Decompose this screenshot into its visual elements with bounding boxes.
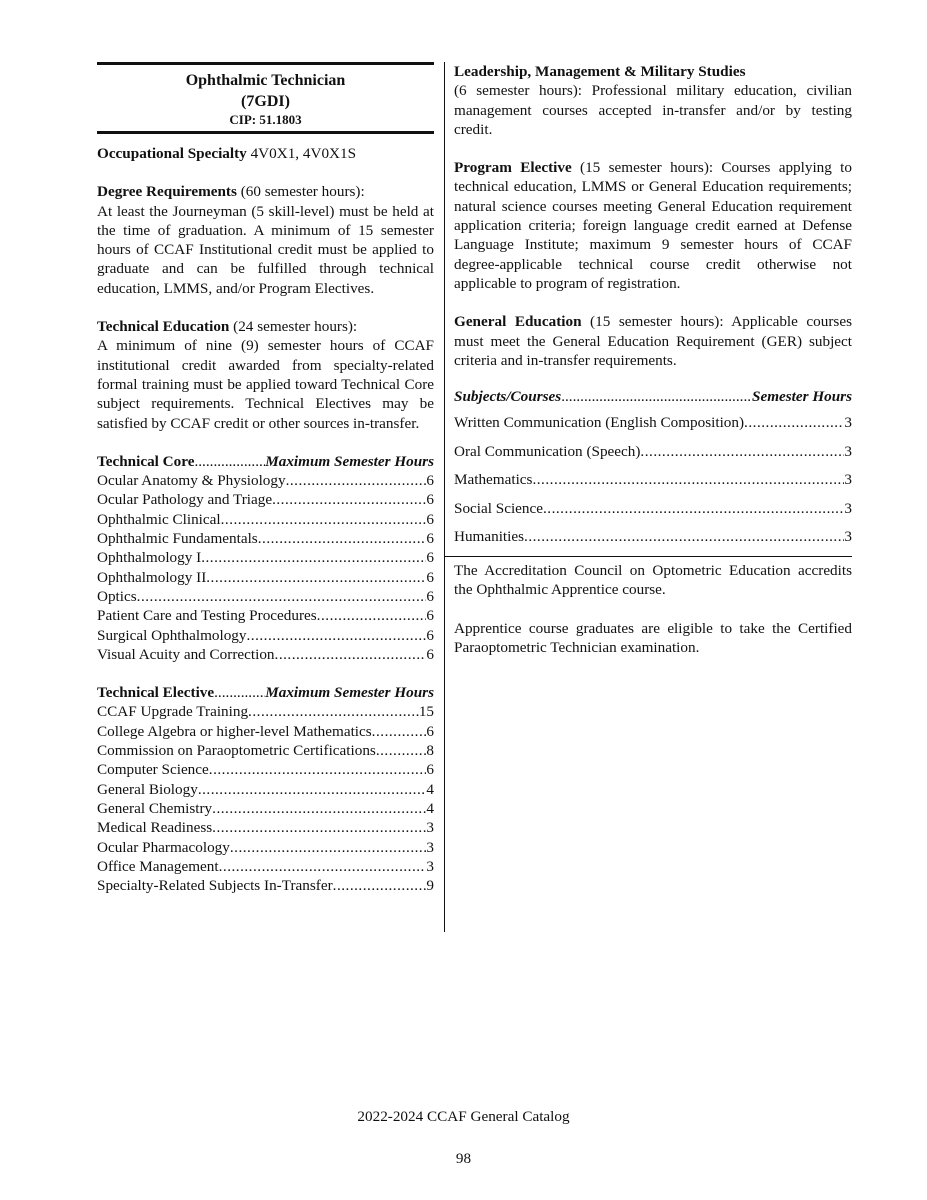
program-title: Ophthalmic Technician <box>185 72 346 89</box>
tech-core-row <box>97 548 434 567</box>
leader-dots <box>744 409 844 438</box>
tech-elective-name: General Biology <box>97 780 198 798</box>
tech-elective-hours: 4 <box>426 780 434 798</box>
tech-core-name: Ophthalmology II <box>97 568 207 586</box>
leader-dots <box>248 702 419 721</box>
tech-elective-hours: 8 <box>426 742 434 760</box>
tech-elective-name: General Chemistry <box>97 799 213 817</box>
subject-hours: 3 <box>844 471 852 489</box>
leader-dots <box>376 741 427 760</box>
degree-hours: (60 semester hours): <box>236 183 365 201</box>
footer-catalog: 2022-2024 CCAF General Catalog <box>357 1108 570 1125</box>
tech-elective-row <box>97 876 434 895</box>
tech-elective-label: Technical Elective <box>97 684 215 702</box>
subject-hours: 3 <box>844 499 852 517</box>
tech-core-hours: 6 <box>426 626 434 644</box>
subject-name: Mathematics <box>454 471 533 489</box>
tech-core-hours: 6 <box>426 491 434 509</box>
column-divider <box>444 62 445 932</box>
tech-elective-name: Medical Readiness <box>97 819 213 837</box>
subject-row <box>454 466 852 495</box>
leader-dots <box>221 510 427 529</box>
tech-core-name: Visual Acuity and Correction <box>97 645 275 663</box>
tech-core-hours: 6 <box>426 510 434 528</box>
tech-core-row <box>97 490 434 509</box>
program-elective-label: Program Elective <box>454 159 572 177</box>
leader-dots <box>212 818 426 837</box>
cip-code: CIP: 51.1803 <box>229 112 302 127</box>
program-elective-text: (15 semester hours): Courses applying to technical education, LMMS or General Education requirements; natural science courses meeting General Education requirement application criteria; foreign language credit earned at Defense Language Institute; maximum 9 semester hours of CCAF degree-applicable technical course credit otherwise not applicable to program of registration. <box>454 159 852 292</box>
tech-elective-hours: 6 <box>426 761 434 779</box>
subject-row <box>454 495 852 524</box>
leader-dots <box>198 780 427 799</box>
tech-core-row <box>97 510 434 529</box>
leader-dots <box>275 645 427 664</box>
leader-dots <box>209 760 427 779</box>
tech-ed-hours: (24 semester hours): <box>229 318 358 336</box>
tech-elective-header <box>97 683 434 702</box>
program-code: (7GDI) <box>241 93 290 110</box>
leader-dots <box>272 490 426 509</box>
leader-dots <box>194 452 265 471</box>
tech-core-header <box>97 452 434 471</box>
leader-dots <box>333 876 427 895</box>
tech-core-hours: 6 <box>426 568 434 586</box>
tech-core-row <box>97 587 434 606</box>
tech-elective-name: Ocular Pharmacology <box>97 838 230 856</box>
subject-name: Written Communication (English Composition) <box>454 414 745 432</box>
tech-elective-row <box>97 857 434 876</box>
tech-core-row <box>97 606 434 625</box>
leader-dots <box>372 722 427 741</box>
leader-dots <box>219 857 427 876</box>
tech-elective-name: Commission on Paraoptometric Certifications <box>97 742 376 760</box>
subject-hours: 3 <box>844 414 852 432</box>
tech-core-hours: 6 <box>426 587 434 605</box>
tech-elective-name: Specialty-Related Subjects In-Transfer <box>97 877 333 895</box>
tech-elective-hours: 9 <box>426 877 434 895</box>
title-box <box>97 62 434 134</box>
tech-core-label: Technical Core <box>97 452 195 470</box>
leader-dots <box>524 523 844 552</box>
tech-elective-row <box>97 818 434 837</box>
tech-elective-row <box>97 838 434 857</box>
tech-core-row <box>97 529 434 548</box>
tech-elective-name: Computer Science <box>97 761 209 779</box>
tech-core-hours: 6 <box>426 549 434 567</box>
subject-row <box>454 438 852 467</box>
subject-row <box>454 409 852 438</box>
tech-elective-hours: 15 <box>418 703 434 721</box>
tech-elective-row <box>97 780 434 799</box>
tech-core-hours: 6 <box>426 530 434 548</box>
accreditation-note: The Accreditation Council on Optometric Education accredits the Ophthalmic Apprentice course. <box>454 561 852 599</box>
leader-dots <box>543 495 844 524</box>
program-elective <box>454 158 852 293</box>
leader-dots <box>640 438 844 467</box>
tech-elective-name: Office Management <box>97 857 219 875</box>
tech-elective-hours: 3 <box>426 819 434 837</box>
tech-core-name: Ocular Anatomy & Physiology <box>97 472 286 490</box>
tech-elective-row <box>97 741 434 760</box>
occupational-value: 4V0X1, 4V0X1S <box>246 145 357 162</box>
tech-elective-hours: 3 <box>426 857 434 875</box>
tech-elective-row <box>97 760 434 779</box>
leader-dots <box>206 568 426 587</box>
leader-dots <box>230 838 427 857</box>
leader-dots <box>317 606 427 625</box>
tech-ed-heading <box>97 317 434 336</box>
leader-dots <box>532 466 844 495</box>
leader-dots <box>561 387 752 406</box>
subject-hours: 3 <box>844 528 852 546</box>
tech-elective-name: CCAF Upgrade Training <box>97 703 249 721</box>
leader-dots <box>246 626 426 645</box>
tech-ed-text: A minimum of nine (9) semester hours of CCAF institutional credit awarded from specialty-related formal training must be applied toward Technical Core subject requirements. Technical Electives may be satisfied by CCAF credit or other sources in-transfer. <box>97 337 434 432</box>
tech-elective-hours: 6 <box>426 722 434 740</box>
tech-core-row <box>97 568 434 587</box>
tech-core-name: Ophthalmology I <box>97 549 202 567</box>
tech-core-right: Maximum Semester Hours <box>265 452 434 470</box>
tech-core-name: Ophthalmic Clinical <box>97 510 221 528</box>
tech-core-row <box>97 626 434 645</box>
general-education <box>454 312 852 370</box>
occupational-label: Occupational Specialty <box>97 145 247 162</box>
subject-name: Humanities <box>454 528 525 546</box>
degree-label: Degree Requirements <box>97 183 237 201</box>
leader-dots <box>214 683 265 702</box>
leader-dots <box>286 471 427 490</box>
tech-core-name: Ophthalmic Fundamentals <box>97 530 258 548</box>
lmms-label: Leadership, Management & Military Studies <box>454 63 746 80</box>
tech-ed-label: Technical Education <box>97 318 230 336</box>
subjects-right: Semester Hours <box>752 388 852 406</box>
exam-note: Apprentice course graduates are eligible to take the Certified Paraoptometric Technician examination. <box>454 619 852 656</box>
gen-ed-text: (15 semester hours): Applicable courses must meet the General Education Requirement (GER) subject criteria and in-transfer requirements. <box>454 313 852 369</box>
degree-text: At least the Journeyman (5 skill-level) must be held at the time of graduation. A minimum of 15 semester hours of CCAF Institutional credit must be applied to graduate and can be fulfilled through technical education, LMMS, and/or Program Electives. <box>97 202 434 297</box>
tech-elective-name: College Algebra or higher-level Mathematics <box>97 722 372 740</box>
tech-elective-row <box>97 799 434 818</box>
tech-elective-hours: 3 <box>426 838 434 856</box>
lmms-text: (6 semester hours): Professional military education, civilian management courses accepted in-transfer and/or by testing credit. <box>454 82 852 138</box>
tech-core-row <box>97 645 434 664</box>
degree-heading <box>97 182 434 201</box>
leader-dots <box>258 529 427 548</box>
tech-elective-row <box>97 702 434 721</box>
tech-core-hours: 6 <box>426 472 434 490</box>
tech-elective-hours: 4 <box>426 799 434 817</box>
subjects-list <box>454 409 852 552</box>
leader-dots <box>212 799 426 818</box>
page-number: 98 <box>455 1150 472 1167</box>
leader-dots <box>137 587 427 606</box>
tech-elective-right: Maximum Semester Hours <box>265 684 434 702</box>
left-column <box>97 62 434 895</box>
subject-row <box>454 523 852 552</box>
tech-core-row <box>97 471 434 490</box>
tech-core-list <box>97 471 434 664</box>
subjects-header <box>454 387 852 406</box>
subject-hours: 3 <box>844 442 852 460</box>
tech-elective-list <box>97 702 434 895</box>
tech-core-name: Surgical Ophthalmology <box>97 626 247 644</box>
tech-core-hours: 6 <box>426 645 434 663</box>
right-column <box>454 62 852 657</box>
tech-core-name: Optics <box>97 587 137 605</box>
tech-core-name: Patient Care and Testing Procedures <box>97 607 317 625</box>
tech-core-hours: 6 <box>426 607 434 625</box>
gen-ed-label: General Education <box>454 313 582 331</box>
tech-core-name: Ocular Pathology and Triage <box>97 491 273 509</box>
subjects-left: Subjects/Courses <box>454 388 562 406</box>
leader-dots <box>201 548 426 567</box>
subject-name: Social Science <box>454 499 543 517</box>
occupational-specialty <box>97 144 434 163</box>
subject-name: Oral Communication (Speech) <box>454 442 641 460</box>
tech-elective-row <box>97 722 434 741</box>
